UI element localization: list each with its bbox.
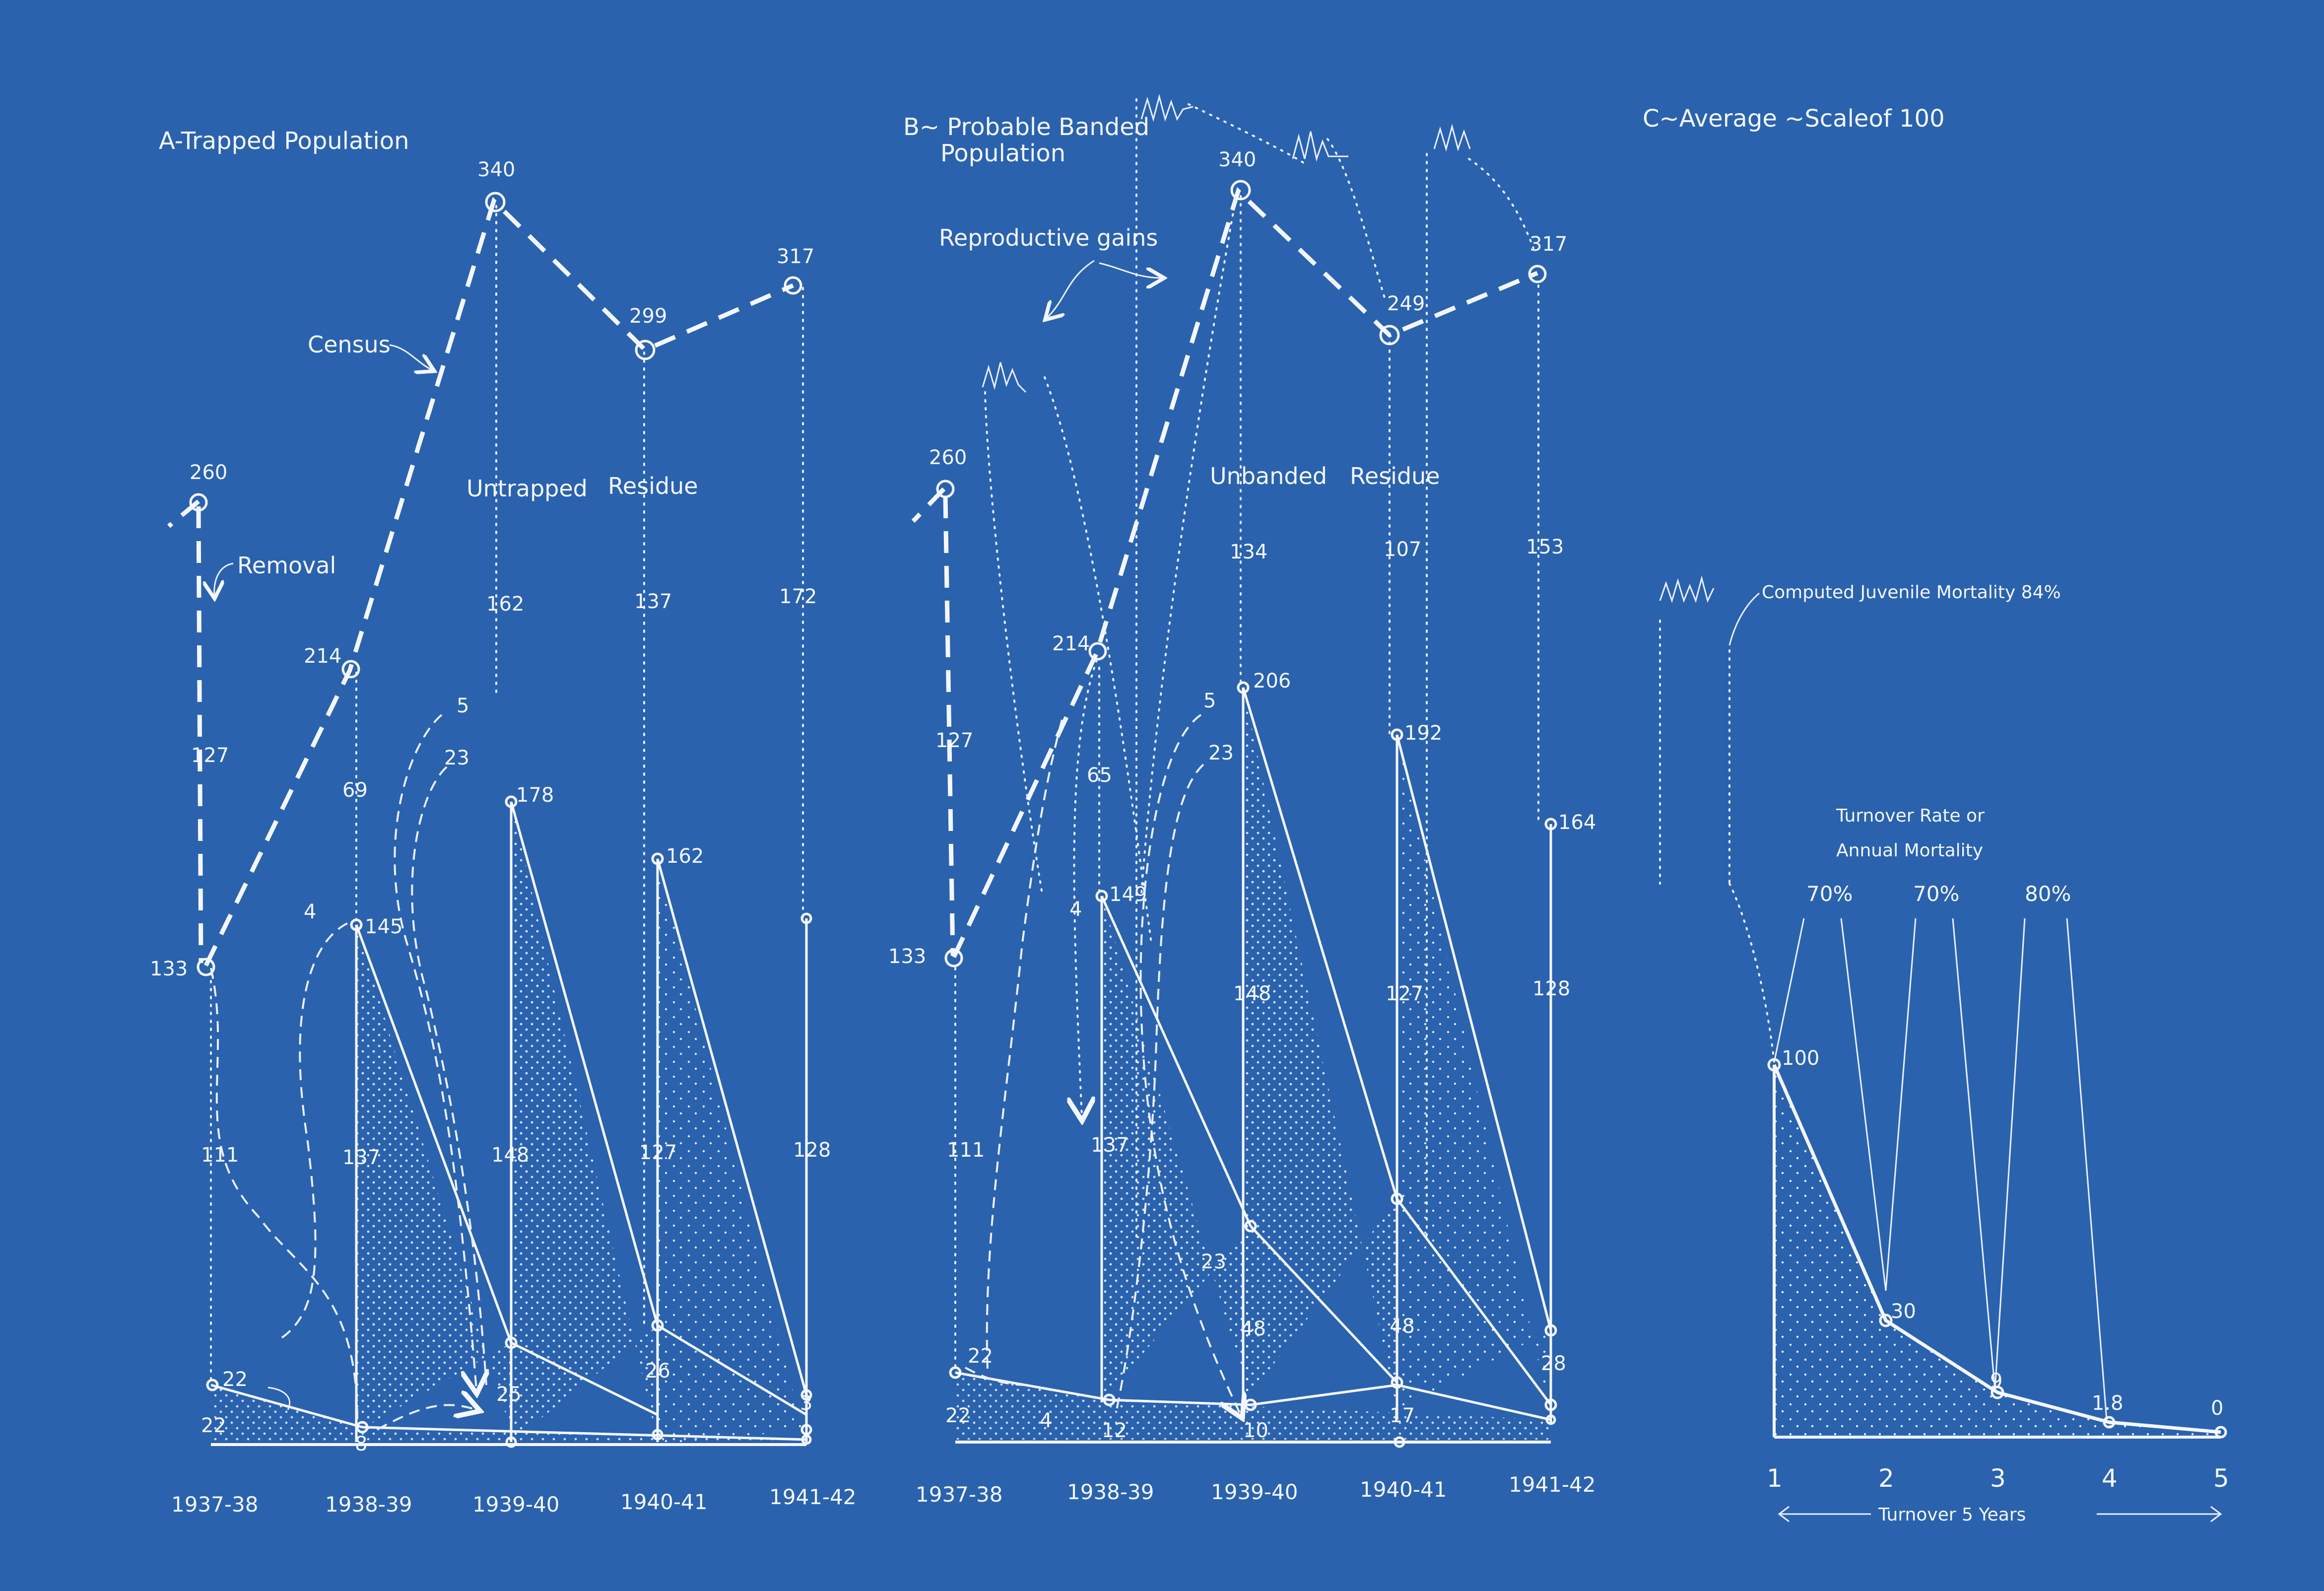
tick-text-99: 1939-40 [472,1492,560,1517]
ptlabel-text-159: 149 [1109,883,1147,906]
seglabel-text-71: 127 [191,744,229,767]
ptlabel-text-153: 260 [929,446,967,469]
tick-big-text-246: 2 [1878,1464,1894,1493]
seglabel-text-182: 5 [1203,690,1216,712]
seglabel-text-75: 162 [486,593,525,616]
ptlabel-text-169: 10 [1243,1419,1268,1442]
seglabel-text-179: 153 [1526,536,1564,558]
a-annot-untrapped: Untrapped [466,475,588,502]
c-rate-2: 70% [1913,882,1960,906]
panel-b-title-line1: B~ Probable Banded [903,113,1150,141]
a-annot-census: Census [308,331,391,358]
seglabel-text-185: 4 [1040,1409,1053,1432]
c-rate-3: 80% [2025,882,2071,906]
ptlabel-text-240: 100 [1782,1047,1820,1070]
ptlabel-text-157: 249 [1387,292,1425,315]
c-rate-1: 70% [1806,882,1853,906]
seglabel-text-79: 172 [779,585,817,608]
ptlabel-text-68: 22 [222,1368,248,1391]
panel-c-title: C~Average ~Scaleof 100 [1643,105,1945,133]
seglabel-text-74: 137 [342,1146,381,1169]
ptlabel-text-161: 192 [1404,722,1443,745]
tick-text-208: 1938-39 [1067,1480,1154,1504]
a-label-133: 133 [150,958,188,980]
seglabel-text-173: 111 [947,1139,985,1162]
ptlabel-text-166: 22 [968,1345,993,1368]
ptlabel-text-154: 133 [888,945,927,968]
ptlabel-text-244: 0 [2211,1397,2224,1420]
tick-text-97: 1937-38 [171,1492,259,1517]
tick-text-207: 1937-38 [916,1482,1003,1507]
ptlabel-text-163: 48 [1241,1317,1266,1340]
tick-text-98: 1938-39 [325,1492,412,1517]
tick-text-209: 1939-40 [1211,1480,1298,1504]
ptlabel-text-160: 206 [1253,670,1291,692]
tick-text-100: 1940-41 [620,1490,708,1514]
seglabel-text-81: 4 [304,900,317,923]
ptlabel-text-241: 30 [1891,1300,1916,1323]
seglabel-text-177: 107 [1384,538,1422,561]
c-xlabel: Turnover 5 Years [1878,1505,2026,1525]
seglabel-text-80: 128 [793,1139,831,1162]
ptlabel-text-170: 17 [1390,1404,1415,1427]
ptlabel-text-165: 28 [1541,1352,1566,1375]
tick-big-text-248: 4 [2102,1464,2118,1493]
a-label-214: 214 [304,645,342,668]
seglabel-text-171: 127 [935,729,974,752]
ptlabel-text-156: 340 [1218,148,1257,171]
b-annot-unbanded: Unbanded [1210,463,1328,489]
c-turnover-title-2: Annual Mortality [1836,840,1984,861]
ptlabel-text-62: 145 [365,915,403,938]
seglabel-text-76: 148 [491,1144,530,1167]
a-annot-removal: Removal [237,552,336,579]
seglabel-text-183: 23 [1208,742,1234,764]
ptlabel-text-243: 1.8 [2092,1392,2124,1415]
seglabel-text-175: 134 [1230,541,1268,563]
seglabel-text-176: 148 [1233,982,1271,1005]
a-label-260: 260 [190,461,228,484]
seglabel-text-83: 23 [444,747,469,769]
ptlabel-text-65: 25 [496,1383,522,1406]
ptlabel-text-168: 12 [1102,1419,1127,1442]
seglabel-text-178: 127 [1386,982,1424,1005]
c-annot-mortality: Computed Juvenile Mortality 84% [1762,582,2061,603]
seglabel-text-184: 23 [1201,1250,1226,1273]
seglabel-text-82: 5 [457,694,469,717]
ptlabel-text-167: 22 [945,1404,971,1427]
a-annot-residue: Residue [608,473,698,499]
tick-big-text-247: 3 [1990,1464,2006,1493]
panel-a-title: A-Trapped Population [159,127,409,155]
seglabel-text-78: 127 [639,1141,677,1164]
seglabel-text-73: 111 [201,1144,239,1167]
panel-b-title-line2: Population [940,139,1066,167]
ptlabel-text-69: 22 [201,1414,226,1437]
tick-big-text-245: 1 [1767,1464,1783,1493]
ptlabel-text-158: 317 [1529,233,1568,256]
ptlabel-text-242: 9 [1990,1370,2003,1392]
a-label-317: 317 [777,245,815,268]
a-label-299: 299 [629,305,667,328]
c-turnover-title-1: Turnover Rate or [1836,806,1985,826]
ptlabel-text-162: 164 [1558,811,1596,834]
tick-text-210: 1940-41 [1360,1477,1447,1502]
seglabel-text-77: 137 [634,590,672,613]
tick-big-text-249: 5 [2213,1464,2229,1493]
ptlabel-text-63: 178 [516,784,554,807]
ptlabel-text-70: 8 [355,1433,368,1455]
tick-text-211: 1941-42 [1509,1472,1596,1497]
ptlabel-text-67: 3 [800,1392,813,1415]
seglabel-text-180: 128 [1532,977,1571,1000]
seglabel-text-172: 65 [1087,764,1112,787]
ptlabel-text-66: 26 [645,1360,670,1383]
a-label-340: 340 [477,158,516,181]
ptlabel-text-155: 214 [1052,632,1090,655]
ptlabel-text-64: 162 [666,845,704,868]
b-annot-reproductive: Reproductive gains [939,224,1158,251]
seglabel-text-72: 69 [342,779,368,802]
ptlabel-text-164: 48 [1390,1315,1415,1338]
seglabel-text-174: 137 [1091,1134,1129,1157]
tick-text-101: 1941-42 [769,1485,857,1509]
seglabel-text-181: 4 [1069,898,1082,921]
b-annot-residue: Residue [1350,463,1440,489]
